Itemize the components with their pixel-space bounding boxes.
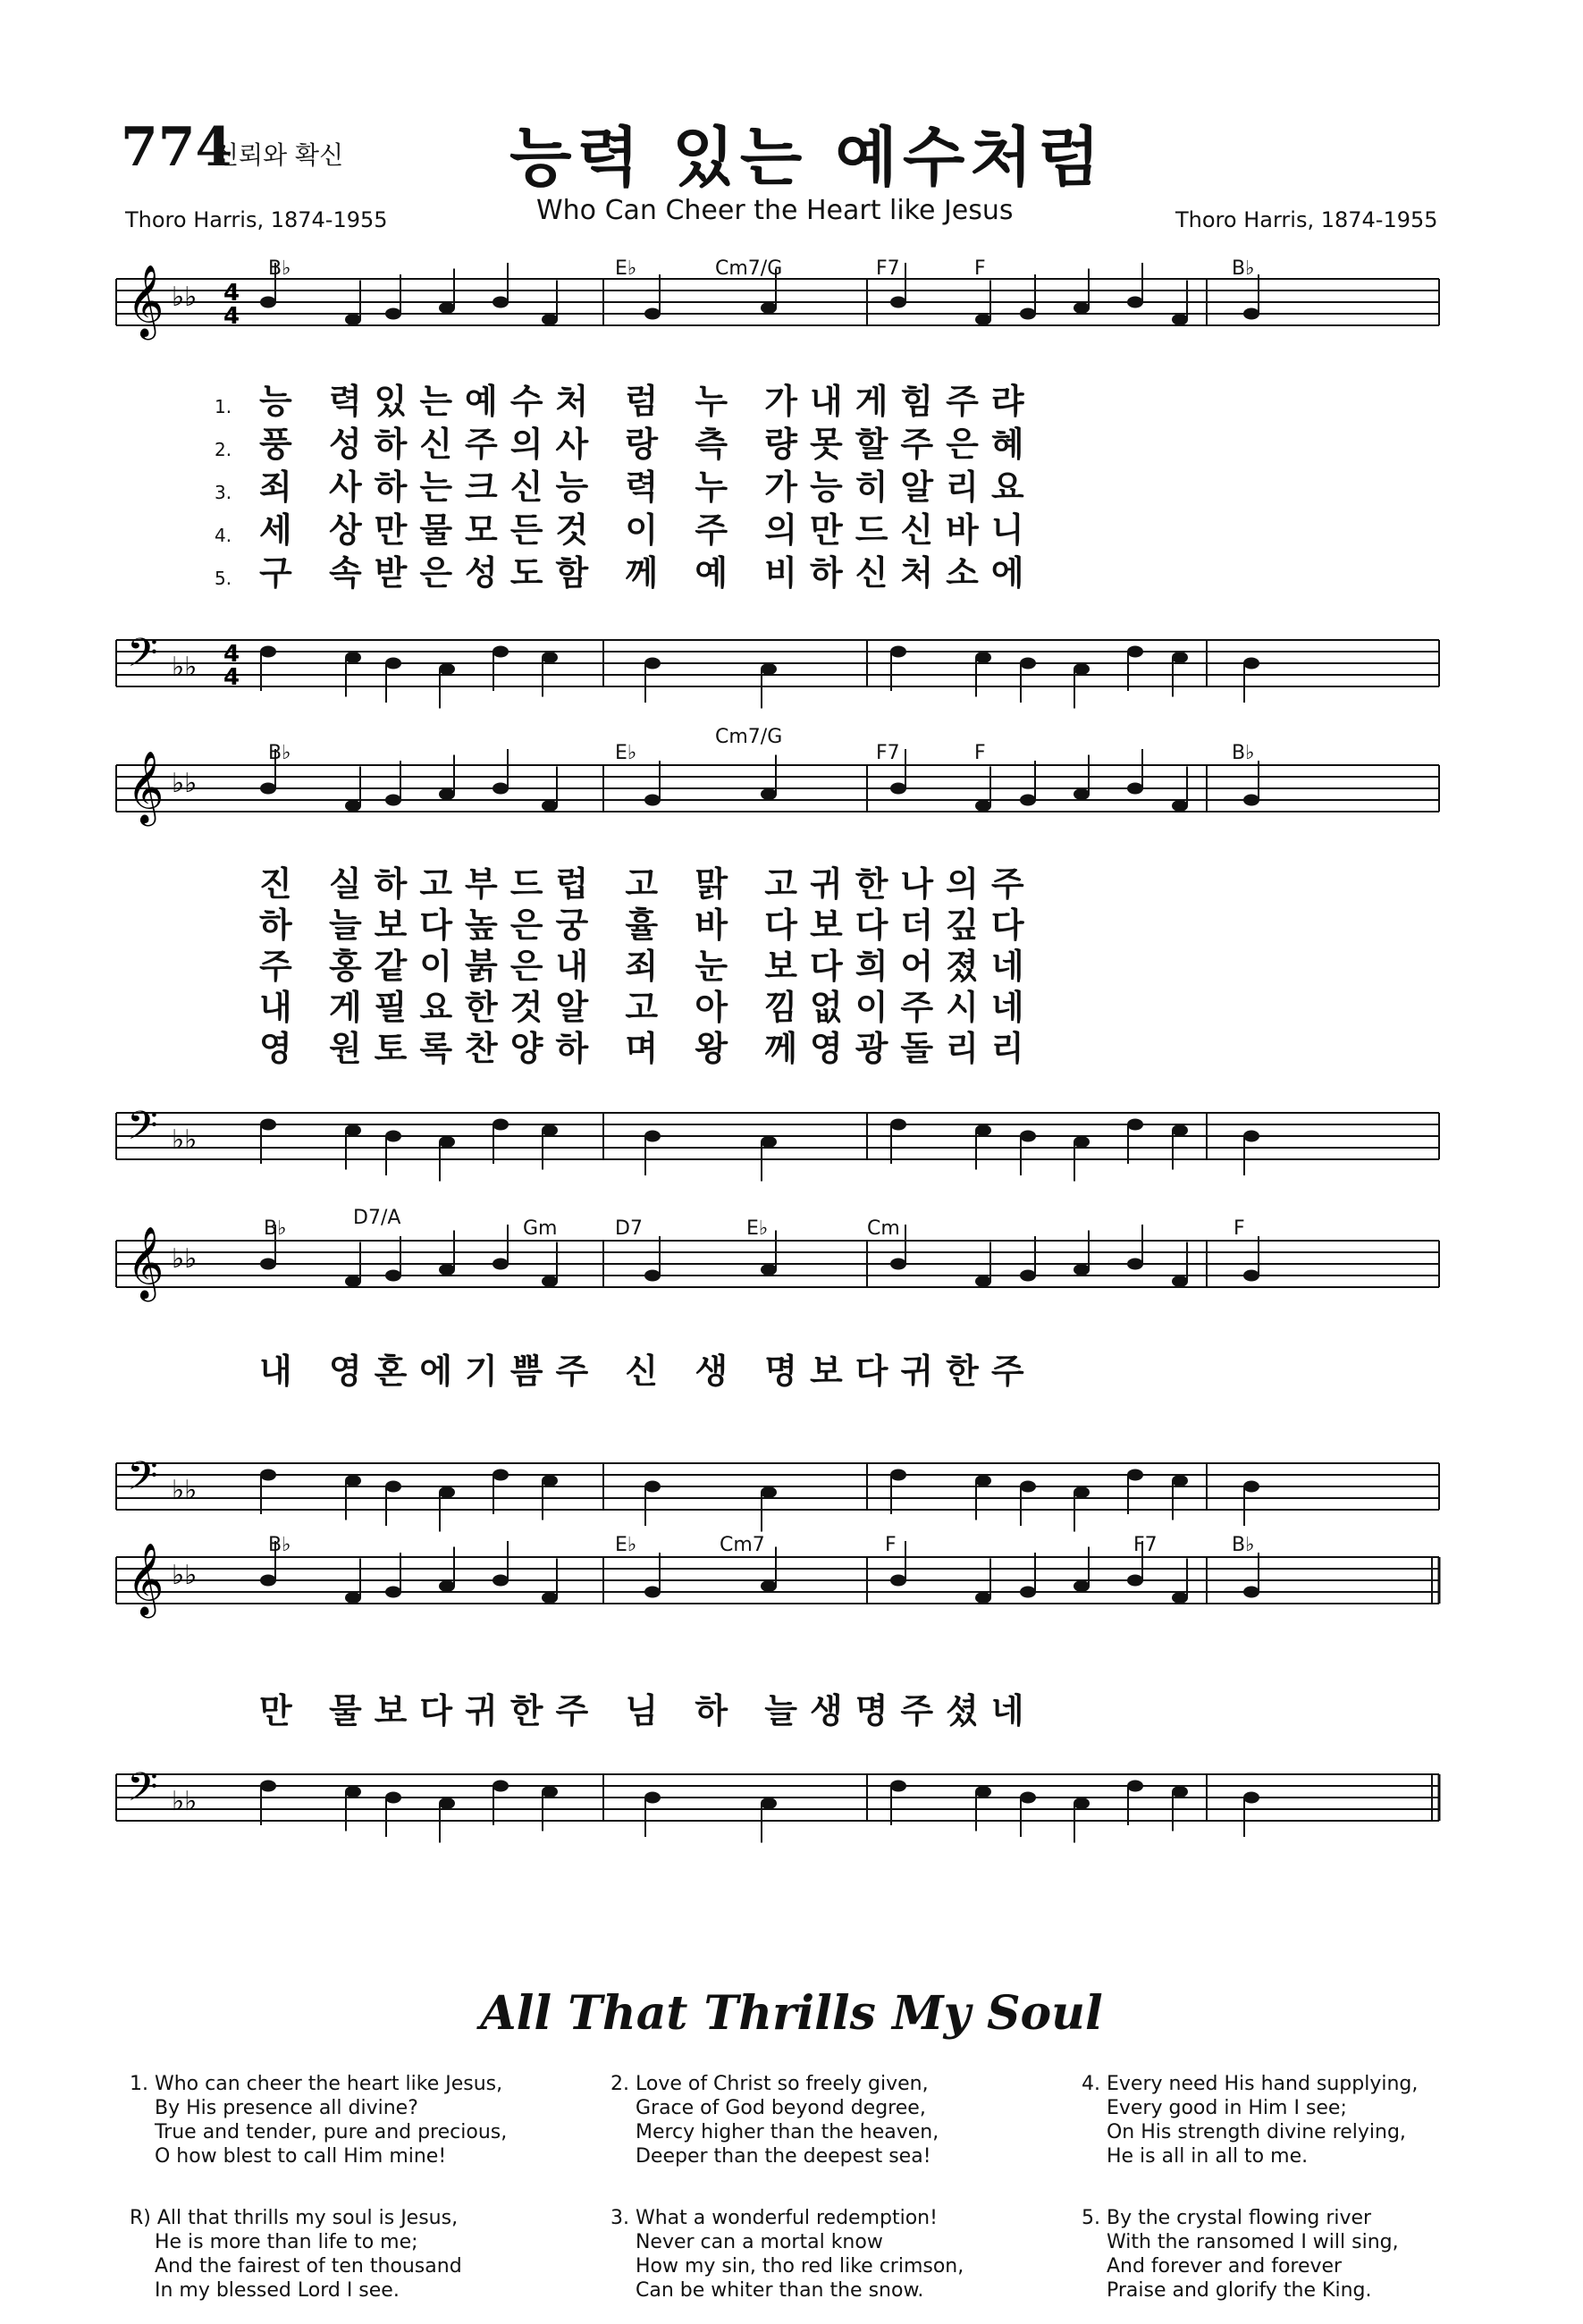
notehead (345, 1124, 361, 1136)
notehead (1020, 1481, 1036, 1493)
notehead (1127, 1259, 1143, 1270)
chord-symbol: F7 (876, 742, 900, 764)
notehead (644, 795, 661, 806)
chord-symbol: E♭ (615, 1534, 637, 1556)
notehead (644, 1587, 661, 1598)
notehead (890, 297, 906, 308)
notehead (542, 1124, 558, 1136)
notehead (761, 663, 777, 675)
notehead (345, 800, 361, 812)
notehead (1020, 1131, 1036, 1142)
notehead (1172, 652, 1188, 663)
key-signature: ♭♭ (172, 1243, 198, 1275)
credit-right: Thoro Harris, 1874-1955 (1175, 207, 1438, 232)
notehead (1243, 1131, 1259, 1142)
page-subtitle: Who Can Cheer the Heart like Jesus (536, 195, 1014, 226)
notehead (260, 646, 276, 658)
notehead (439, 1798, 455, 1809)
lyric-line (215, 459, 1305, 507)
chord-symbol: Gm (523, 1217, 558, 1240)
key-signature: ♭♭ (172, 1560, 198, 1591)
chord-symbol: F7 (1133, 1534, 1158, 1556)
treble-clef: 𝄞 (127, 264, 164, 337)
chord-symbol: B♭ (268, 1534, 291, 1556)
notehead (1074, 663, 1090, 675)
notehead (644, 658, 661, 669)
time-signature: 4 (223, 641, 240, 668)
notehead (1074, 1264, 1090, 1276)
notehead (493, 297, 509, 308)
notehead (975, 1124, 991, 1136)
notehead (1243, 1481, 1259, 1493)
notehead (385, 1131, 401, 1142)
lyric-text: 죄 사하는크신능 력 누 가능히알리요 (259, 467, 1037, 507)
verse-number: 4. (215, 525, 232, 546)
notehead (1020, 1587, 1036, 1598)
treble-clef: 𝄞 (127, 1225, 164, 1299)
lyric-line (215, 374, 1305, 421)
notehead (1127, 783, 1143, 795)
notehead (890, 646, 906, 658)
notehead (493, 1575, 509, 1587)
notehead (1172, 1124, 1188, 1136)
chord-symbol: Cm7 (720, 1534, 765, 1556)
verse-number: 1. (215, 396, 232, 417)
lyric-line: 영 원토록찬양하 며 왕 께영광돌리리 (259, 1029, 1037, 1068)
time-signature: 4 (223, 303, 240, 330)
notehead (385, 1587, 401, 1598)
notehead (439, 788, 455, 800)
bass-clef: 𝄢 (127, 629, 158, 686)
notehead (1020, 658, 1036, 669)
notehead (761, 1264, 777, 1276)
notehead (1074, 1580, 1090, 1592)
lyric-line (215, 502, 1305, 550)
notehead (260, 783, 276, 795)
notehead (260, 1781, 276, 1792)
notehead (260, 1119, 276, 1131)
notehead (542, 1475, 558, 1486)
notehead (1172, 1475, 1188, 1486)
notehead (1172, 1592, 1188, 1604)
notehead (260, 1469, 276, 1481)
notehead (1074, 1136, 1090, 1148)
time-signature: 4 (223, 664, 240, 691)
notehead (890, 1575, 906, 1587)
lyric-line: 하 늘보다높은궁 휼 바 다보다더깊다 (259, 905, 1037, 945)
verse-1: 1. Who can cheer the heart like Jesus, By His presence all divine? True and tender, pure and precious, O how blest to call Him mine! (130, 2073, 508, 2168)
chord-symbol: D7 (615, 1217, 643, 1240)
notehead (385, 795, 401, 806)
notehead (1020, 308, 1036, 320)
lyric-line: 만 물보다귀한주 님 하 늘생명주셨네 (259, 1691, 1037, 1730)
chord-symbol: E♭ (615, 742, 637, 764)
notehead (761, 1798, 777, 1809)
notehead (1127, 1469, 1143, 1481)
key-signature: ♭♭ (172, 282, 198, 313)
notehead (542, 1786, 558, 1798)
notehead (1074, 788, 1090, 800)
notehead (345, 1592, 361, 1604)
key-signature: ♭♭ (172, 652, 198, 683)
notehead (1020, 795, 1036, 806)
notehead (493, 783, 509, 795)
bass-clef: 𝄢 (127, 1764, 158, 1820)
notehead (1074, 1486, 1090, 1498)
notehead (1243, 795, 1259, 806)
notehead (1127, 1119, 1143, 1131)
chord-symbol: D7/A (353, 1207, 401, 1229)
notehead (1074, 1798, 1090, 1809)
notehead (542, 314, 558, 325)
credit-left: Thoro Harris, 1874-1955 (125, 207, 388, 232)
notehead (644, 1481, 661, 1493)
verse-2: 2. Love of Christ so freely given, Grace of God beyond degree, Mercy higher than the heaven, Deeper than the deepest sea! (610, 2073, 939, 2168)
chord-symbol: Cm7/G (715, 257, 783, 280)
notehead (1243, 1792, 1259, 1804)
notehead (1127, 1575, 1143, 1587)
notehead (1243, 658, 1259, 669)
verse-number: 5. (215, 568, 232, 589)
notehead (345, 1475, 361, 1486)
chord-symbol: E♭ (746, 1217, 769, 1240)
notehead (1172, 314, 1188, 325)
notehead (890, 1259, 906, 1270)
notehead (439, 1486, 455, 1498)
notehead (1172, 1276, 1188, 1287)
chord-symbol: B♭ (1232, 1534, 1255, 1556)
notehead (493, 1781, 509, 1792)
bass-clef: 𝄢 (127, 1102, 158, 1158)
notehead (493, 646, 509, 658)
lyric-line (215, 417, 1305, 464)
notehead (1172, 800, 1188, 812)
verse-number: 3. (215, 482, 232, 503)
notehead (385, 1481, 401, 1493)
notehead (493, 1119, 509, 1131)
notehead (260, 297, 276, 308)
chord-symbol: F (1234, 1217, 1245, 1240)
notehead (1074, 302, 1090, 314)
key-signature: ♭♭ (172, 1124, 198, 1156)
notehead (1020, 1792, 1036, 1804)
lyrics-block-2 (259, 856, 1332, 1068)
notehead (1127, 646, 1143, 658)
lyric-line: 진 실하고부드럽 고 맑 고귀한나의주 (259, 864, 1037, 904)
chord-symbol: F (974, 257, 986, 280)
notehead (890, 783, 906, 795)
notehead (542, 652, 558, 663)
key-signature: ♭♭ (172, 1786, 198, 1817)
notehead (542, 1592, 558, 1604)
chord-symbol: Cm (867, 1217, 900, 1240)
notehead (385, 308, 401, 320)
notehead (345, 1786, 361, 1798)
notehead (260, 1575, 276, 1587)
notehead (1243, 1270, 1259, 1282)
key-signature: ♭♭ (172, 768, 198, 799)
time-signature: 4 (223, 280, 240, 307)
notehead (439, 1264, 455, 1276)
notehead (542, 1276, 558, 1287)
notehead (1127, 297, 1143, 308)
notehead (345, 314, 361, 325)
notehead (644, 1270, 661, 1282)
notehead (975, 652, 991, 663)
lyric-text: 풍 성하신주의사 랑 측 량못할주은혜 (259, 425, 1037, 464)
notehead (975, 1276, 991, 1287)
chord-symbol: F (885, 1534, 897, 1556)
notehead (975, 1475, 991, 1486)
english-title: All That Thrills My Soul (480, 1986, 1103, 2041)
notehead (761, 1580, 777, 1592)
notehead (345, 652, 361, 663)
notehead (385, 1270, 401, 1282)
notehead (761, 1486, 777, 1498)
lyric-line (215, 545, 1305, 593)
notehead (644, 1131, 661, 1142)
verse-number: 2. (215, 439, 232, 460)
refrain: R) All that thrills my soul is Jesus, He is more than life to me; And the fairest of ten thousand In my blessed Lord I see. (130, 2207, 462, 2302)
notehead (439, 1136, 455, 1148)
notehead (761, 302, 777, 314)
chord-symbol: B♭ (1232, 257, 1255, 280)
key-signature: ♭♭ (172, 1475, 198, 1506)
lyric-line: 주 홍같이붉은내 죄 눈 보다희어졌네 (259, 947, 1037, 986)
notehead (975, 1592, 991, 1604)
lyric-text: 세 상만물모든것 이 주 의만드신바니 (259, 510, 1037, 550)
notehead (890, 1469, 906, 1481)
lyric-text: 구 속받은성도함 께 예 비하신처소에 (259, 553, 1037, 593)
notehead (890, 1119, 906, 1131)
verse-4: 4. Every need His hand supplying, Every good in Him I see; On His strength divine relying, He is all in all to me. (1082, 2073, 1419, 2168)
hymn-category: 신뢰와 확신 (215, 140, 344, 170)
notehead (345, 1276, 361, 1287)
chord-symbol: B♭ (1232, 742, 1255, 764)
notehead (385, 658, 401, 669)
notehead (761, 788, 777, 800)
notehead (439, 302, 455, 314)
notehead (1020, 1270, 1036, 1282)
notehead (975, 800, 991, 812)
lyric-line: 내 게필요한것알 고 아 낌없이주시네 (259, 988, 1037, 1027)
bass-clef: 𝄢 (127, 1452, 158, 1509)
chord-symbol: F (974, 742, 986, 764)
notehead (644, 308, 661, 320)
chord-symbol: Cm7/G (715, 726, 783, 748)
chord-symbol: B♭ (264, 1217, 287, 1240)
notehead (1172, 1786, 1188, 1798)
notehead (1127, 1781, 1143, 1792)
chord-symbol: E♭ (615, 257, 637, 280)
notehead (975, 1786, 991, 1798)
treble-clef: 𝄞 (127, 1542, 164, 1615)
verse-3: 3. What a wonderful redemption! Never can a mortal know How my sin, tho red like crimson, Can be whiter than the snow. (610, 2207, 964, 2302)
chord-symbol: F7 (876, 257, 900, 280)
notehead (439, 663, 455, 675)
verse-5: 5. By the crystal flowing river With the ransomed I will sing, And forever and forever Praise and glorify the King. (1082, 2207, 1399, 2302)
notehead (493, 1259, 509, 1270)
notehead (385, 1792, 401, 1804)
hymn-number: 774 (121, 116, 233, 179)
notehead (439, 1580, 455, 1592)
notehead (493, 1469, 509, 1481)
notehead (260, 1259, 276, 1270)
notehead (1243, 1587, 1259, 1598)
notehead (542, 800, 558, 812)
chord-symbol: B♭ (268, 257, 291, 280)
lyric-line: 내 영혼에기쁨주 신 생 명보다귀한주 (259, 1351, 1037, 1391)
lyrics-block-1 (215, 374, 1305, 593)
notehead (761, 1136, 777, 1148)
treble-clef: 𝄞 (127, 750, 164, 823)
notehead (644, 1792, 661, 1804)
notehead (975, 314, 991, 325)
notehead (1243, 308, 1259, 320)
chord-symbol: B♭ (268, 742, 291, 764)
page-title: 능력 있는 예수처럼 (509, 119, 1106, 195)
lyric-text: 능 력있는예수처 럼 누 가내게힘주랴 (259, 382, 1037, 421)
notehead (890, 1781, 906, 1792)
